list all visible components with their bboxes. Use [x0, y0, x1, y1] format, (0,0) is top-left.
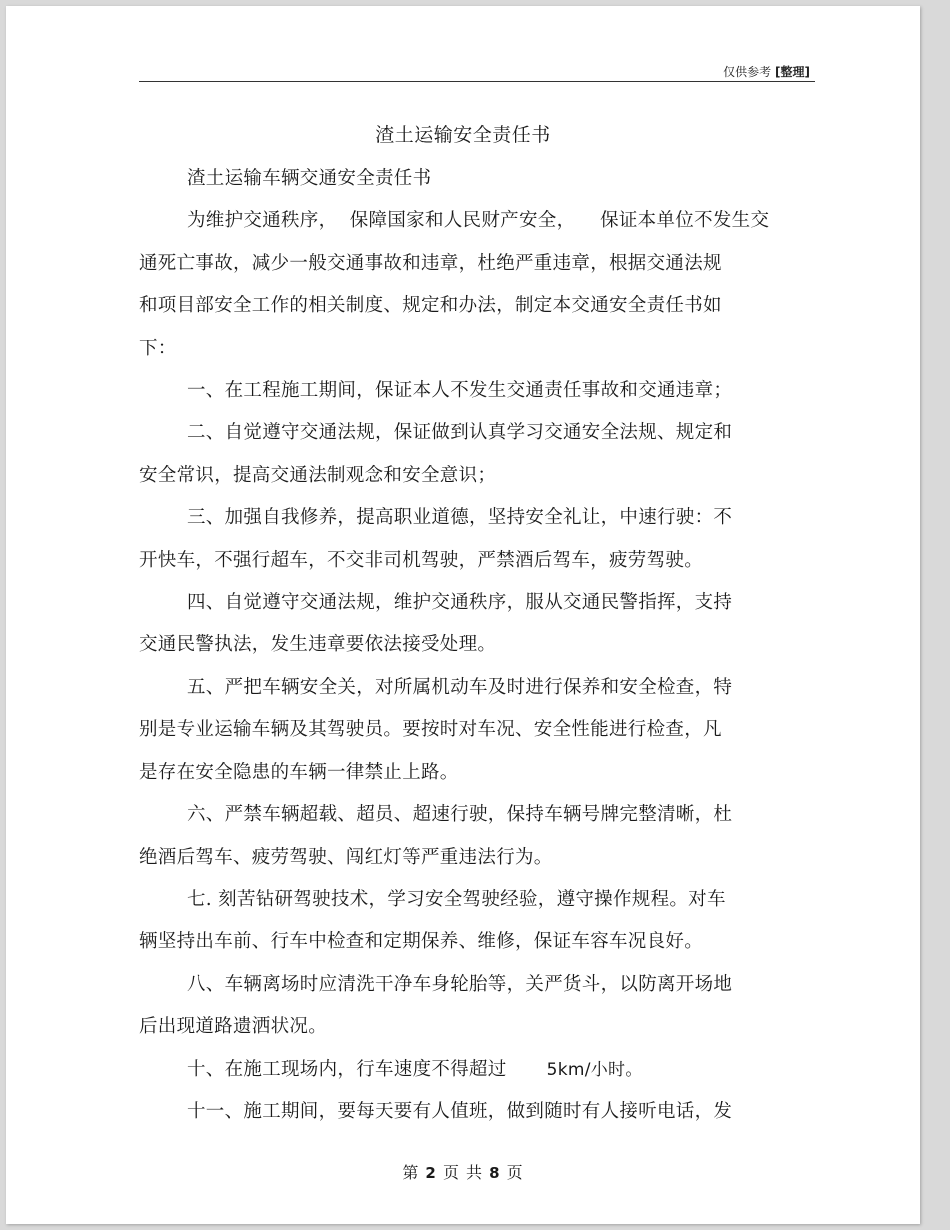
paragraph-line: 开快车，不强行超车，不交非司机驾驶，严禁酒后驾车，疲劳驾驶。: [139, 549, 704, 571]
paragraph-line: 是存在安全隐患的车辆一律禁止上路。: [139, 761, 459, 783]
paragraph-line: 三、加强自我修养，提高职业道德，坚持安全礼让，中速行驶：不: [187, 507, 733, 529]
footer-total-pages: 8: [489, 1164, 501, 1182]
paragraph-line: 安全常识，提高交通法制观念和安全意识；: [139, 464, 497, 486]
paragraph-line: 五、严把车辆安全关，对所属机动车及时进行保养和安全检查，特: [187, 676, 733, 698]
paragraph-line: 辆坚持出车前、行车中检查和定期保养、维修，保证车容车况良好。: [139, 931, 704, 953]
header-note-text: 仅供参考: [723, 65, 772, 79]
speed-limit-value: 5km/小时。: [546, 1059, 643, 1080]
footer-ye2: 页: [506, 1163, 524, 1182]
footer-page-number: 2: [425, 1164, 437, 1182]
paragraph-line: 八、车辆离场时应清洗干净车身轮胎等，关严货斗，以防离开场地: [187, 973, 733, 995]
footer-di: 第: [402, 1163, 420, 1182]
speed-limit-line: [139, 1049, 815, 1091]
footer-ye: 页 共: [442, 1163, 484, 1182]
paragraph-line: 一、在工程施工期间，保证本人不发生交通责任事故和交通违章；: [187, 380, 733, 402]
paragraph-line: 绝酒后驾车、疲劳驾驶、闯红灯等严重违法行为。: [139, 846, 553, 868]
paragraph-line: 二、自觉遵守交通法规，保证做到认真学习交通安全法规、规定和: [187, 422, 733, 444]
paragraph-line: 七. 刻苦钻研驾驶技术，学习安全驾驶经验，遵守操作规程。对车: [187, 888, 726, 910]
paragraph-line: 下：: [139, 337, 177, 359]
paragraph-line: 为维护交通秩序， 保障国家和人民财产安全， 保证本单位不发生交: [187, 210, 770, 232]
paragraph-line: 后出现道路遗洒状况。: [139, 1016, 328, 1038]
speed-limit-text: 十、在施工现场内，行车速度不得超过: [187, 1058, 507, 1080]
paragraph-line: 别是专业运输车辆及其驾驶员。要按时对车况、安全性能进行检查，凡: [139, 719, 722, 741]
paragraph-line: 通死亡事故，减少一般交通事故和违章，杜绝严重违章，根据交通法规: [139, 252, 722, 274]
document-title: 渣土运输安全责任书: [375, 124, 551, 146]
document-body: [139, 158, 815, 1133]
document-page: [6, 6, 920, 1224]
paragraph-line: 和项目部安全工作的相关制度、规定和办法，制定本交通安全责任书如: [139, 295, 722, 317]
subtitle-line: 渣土运输车辆交通安全责任书: [187, 168, 432, 189]
paragraph-line: 六、严禁车辆超载、超员、超速行驶，保持车辆号牌完整清晰，杜: [187, 804, 733, 826]
paragraph-line: 四、自觉遵守交通法规，维护交通秩序，服从交通民警指挥，支持: [187, 592, 733, 614]
page-footer: [6, 1160, 920, 1183]
header-note-tag: [整理]: [775, 65, 810, 79]
paragraph-line: 十一、施工期间，要每天要有人值班，做到随时有人接听电话，发: [187, 1100, 733, 1122]
header-note: [723, 63, 810, 80]
header-rule: [139, 81, 815, 82]
paragraph-line: 交通民警执法，发生违章要依法接受处理。: [139, 634, 497, 656]
